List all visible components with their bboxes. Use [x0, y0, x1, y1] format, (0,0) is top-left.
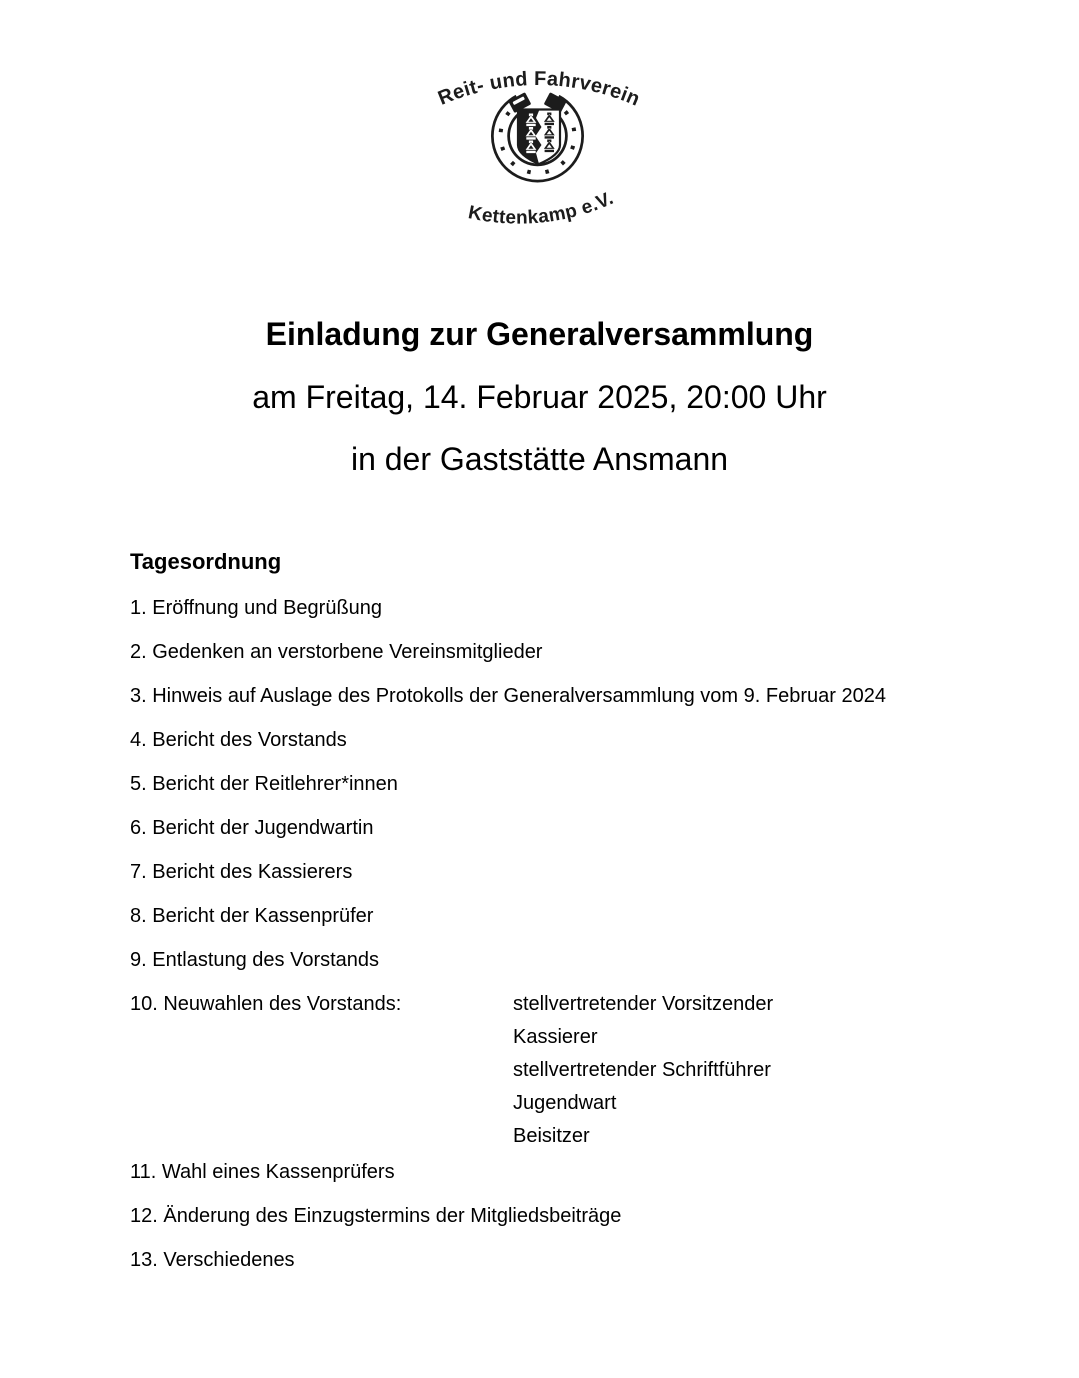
agenda-heading: Tagesordnung [130, 549, 282, 574]
board-position: Kassierer [513, 1026, 598, 1048]
board-position: Beisitzer [513, 1125, 590, 1147]
club-logo [430, 50, 650, 235]
logo-arc-top-text: Reit- und Fahrverein [435, 67, 644, 111]
agenda-item-6: 6. Bericht der Jugendwartin [130, 817, 374, 839]
horseshoe-crest-icon [430, 50, 650, 235]
agenda-item-12: 12. Änderung des Einzugstermins der Mitgliedsbeiträge [130, 1205, 622, 1227]
agenda-item-3: 3. Hinweis auf Auslage des Protokolls der Generalversammlung vom 9. Februar 2024 [130, 685, 886, 707]
agenda-item-2: 2. Gedenken an verstorbene Vereinsmitglieder [130, 641, 543, 663]
agenda-section [130, 550, 960, 1294]
agenda-item-1: 1. Eröffnung und Begrüßung [130, 597, 383, 619]
board-position: Jugendwart [513, 1092, 617, 1114]
logo-arc-bottom-text: Kettenkamp e.V. [466, 187, 617, 229]
board-position: stellvertretender Schriftführer [513, 1059, 771, 1081]
agenda-item-5: 5. Bericht der Reitlehrer*innen [130, 773, 398, 795]
agenda-item-13: 13. Verschiedenes [130, 1249, 295, 1271]
agenda-item-10-label: 10. Neuwahlen des Vorstands: [130, 993, 402, 1015]
board-positions-list [513, 994, 773, 1146]
agenda-item-4: 4. Bericht des Vorstands [130, 729, 347, 751]
kettenkamp-shield-icon [518, 110, 560, 165]
agenda-item-8: 8. Bericht der Kassenprüfer [130, 905, 374, 927]
agenda-item-10 [130, 994, 960, 1146]
document-venue: in der Gaststätte Ansmann [350, 441, 729, 477]
agenda-item-9: 9. Entlastung des Vorstands [130, 949, 380, 971]
agenda-item-11: 11. Wahl eines Kassenprüfers [130, 1161, 395, 1183]
document-title: Einladung zur Generalversammlung [265, 316, 814, 352]
board-position: stellvertretender Vorsitzender [513, 993, 774, 1015]
agenda-item-7: 7. Bericht des Kassierers [130, 861, 353, 883]
document-datetime: am Freitag, 14. Februar 2025, 20:00 Uhr [252, 379, 827, 415]
